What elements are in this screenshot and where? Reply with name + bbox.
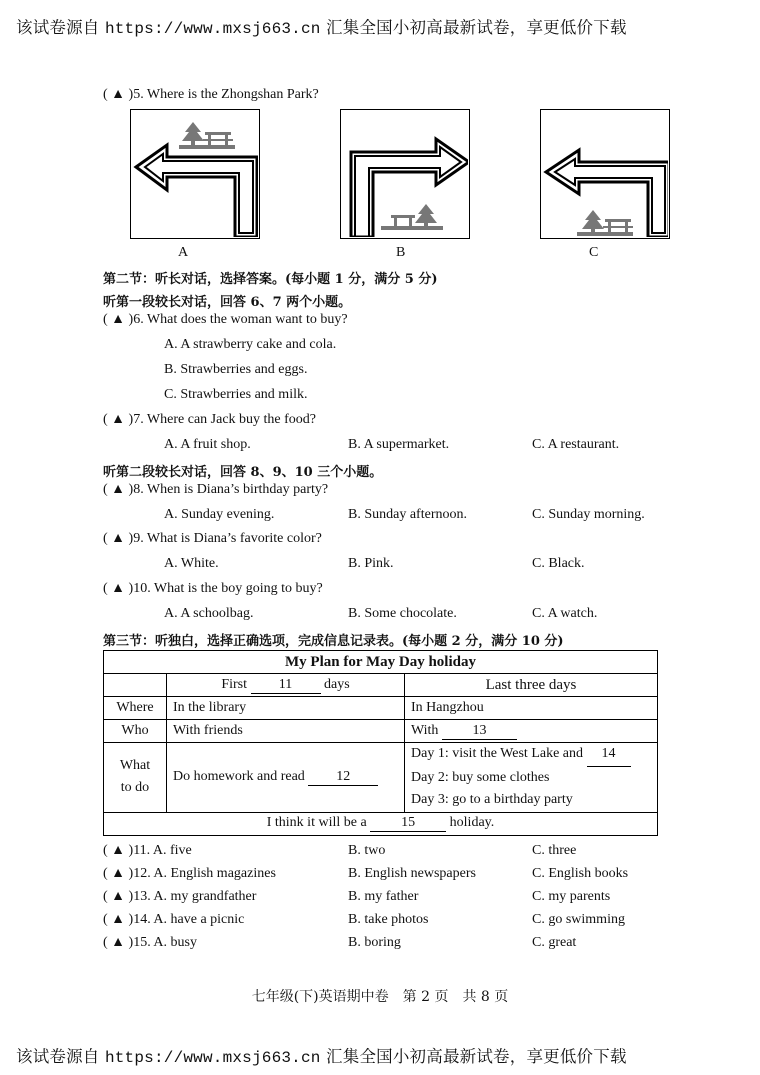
answer-slot: ( ▲ ) [103,482,134,497]
q8-option-b: B. Sunday afternoon. [348,507,467,522]
blank-11[interactable]: 11 [251,677,321,694]
homework-text: Do homework and read [173,768,305,784]
turn-left-arrow-icon [546,150,668,237]
q8-option-a: A. Sunday evening. [164,507,275,522]
table-row [104,674,658,697]
blank-12[interactable]: 12 [308,769,378,786]
with-label: With [411,722,439,738]
watermark-url[interactable]: https://www.mxsj663.cn [104,20,321,38]
question-text: 8. When is Diana’s birthday party? [133,482,329,497]
watermark-label: 该试卷源自 [16,18,100,37]
where-label: Where [104,697,167,720]
last-three-days-header: Last three days [405,674,658,697]
question-8 [103,482,328,498]
q11-option-a: 11. A. five [133,843,192,858]
day-3: Day 3: go to a birthday party [411,792,573,807]
question-13 [103,889,256,905]
picture-label-c: C [589,245,599,260]
plan-title: My Plan for May Day holiday [104,651,658,674]
q10-option-a: A. A schoolbag. [164,606,254,621]
section-2-title: 第二节：听长对话，选择答案。(每小题 1 分，满分 5 分) [103,272,438,287]
answer-slot: ( ▲ ) [103,581,134,596]
what-label: What [119,758,151,774]
direction-picture-c [540,109,670,239]
park-icon [381,204,443,230]
q13-option-c: C. my parents [532,889,611,904]
to-do-label: to do [120,780,150,796]
q12-option-a: 12. A. English magazines [133,866,276,881]
blank-15[interactable]: 15 [370,815,446,832]
who-first: With friends [167,720,405,743]
q14-option-a: 14. A. have a picnic [133,912,245,927]
think-text: I think it will be a [266,815,367,830]
holiday-text: holiday. [449,815,495,830]
days-label: days [324,676,350,692]
think-row [104,812,658,835]
park-icon [179,122,235,149]
who-last [405,720,658,743]
picture-label-a: A [178,245,189,260]
answer-slot: ( ▲ ) [103,531,134,546]
q9-option-b: B. Pink. [348,556,394,571]
table-row [104,812,658,835]
first-label: First [221,676,247,692]
watermark-url[interactable]: https://www.mxsj663.cn [104,1049,321,1067]
q12-option-c: C. English books [532,866,629,881]
q10-option-c: C. A watch. [532,606,598,621]
q9-option-a: A. White. [164,556,219,571]
q6-option-c: C. Strawberries and milk. [164,387,308,402]
q6-option-b: B. Strawberries and eggs. [164,362,308,377]
who-label: Who [104,720,167,743]
dialog-2-instruction: 听第二段较长对话，回答 8、9、10 三个小题。 [103,465,383,480]
question-11 [103,843,192,859]
header-watermark [16,14,627,38]
table-row [104,697,658,720]
q8-option-c: C. Sunday morning. [532,507,645,522]
what-first [167,743,405,813]
plan-table [103,650,658,836]
direction-picture-a [130,109,260,239]
what-last [405,743,658,813]
q15-option-a: 15. A. busy [133,935,197,950]
dialog-1-instruction: 听第一段较长对话，回答 6、7 两个小题。 [103,295,352,310]
first-days-header [167,674,405,697]
where-first: In the library [167,697,405,720]
question-12 [103,866,276,882]
question-text: 7. Where can Jack buy the food? [133,412,317,427]
q7-option-c: C. A restaurant. [532,437,620,452]
answer-slot: ( ▲ ) [103,843,134,858]
blank-14[interactable]: 14 [587,743,631,767]
question-text: 10. What is the boy going to buy? [133,581,323,596]
question-6 [103,312,348,328]
watermark-tail: 汇集全国小初高最新试卷，享更低价下载 [326,1047,627,1066]
question-5 [103,87,319,103]
question-14 [103,912,244,928]
direction-picture-b [340,109,470,239]
what-to-do-label [104,743,167,813]
where-last: In Hangzhou [405,697,658,720]
question-text: 9. What is Diana’s favorite color? [133,531,322,546]
question-15 [103,935,197,951]
q11-option-b: B. two [348,843,386,858]
question-7 [103,412,316,428]
question-text: 6. What does the woman want to buy? [133,312,348,327]
watermark-label: 该试卷源自 [16,1047,100,1066]
watermark-tail: 汇集全国小初高最新试卷，享更低价下载 [326,18,627,37]
answer-slot: ( ▲ ) [103,935,134,950]
q14-option-b: B. take photos [348,912,429,927]
answer-slot: ( ▲ ) [103,412,134,427]
question-10 [103,581,323,597]
table-row [104,720,658,743]
q10-option-b: B. Some chocolate. [348,606,457,621]
answer-slot: ( ▲ ) [103,866,134,881]
day-2: Day 2: buy some clothes [411,769,550,785]
blank-13[interactable]: 13 [442,723,517,740]
table-row [104,743,658,813]
q7-option-b: B. A supermarket. [348,437,450,452]
empty-cell [104,674,167,697]
page-footer: 七年级(下)英语期中卷 第 2 页 共 8 页 [251,989,509,1005]
day-1-text: Day 1: visit the West Lake and [411,746,584,761]
q11-option-c: C. three [532,843,577,858]
table-row [104,651,658,674]
picture-label-b: B [396,245,406,260]
footer-watermark [16,1043,627,1067]
q6-option-a: A. A strawberry cake and cola. [164,337,337,352]
answer-slot: ( ▲ ) [103,312,134,327]
question-text: 5. Where is the Zhongshan Park? [133,87,319,102]
answer-slot: ( ▲ ) [103,87,134,102]
question-9 [103,531,322,547]
q13-option-a: 13. A. my grandfather [133,889,257,904]
answer-slot: ( ▲ ) [103,912,134,927]
q14-option-c: C. go swimming [532,912,625,927]
park-icon [577,210,633,236]
q13-option-b: B. my father [348,889,419,904]
day-1 [411,743,651,767]
q15-option-b: B. boring [348,935,401,950]
answer-slot: ( ▲ ) [103,889,134,904]
section-3-title: 第三节：听独白，选择正确选项，完成信息记录表。(每小题 2 分，满分 10 分) [103,634,564,649]
q9-option-c: C. Black. [532,556,585,571]
q15-option-c: C. great [532,935,577,950]
q12-option-b: B. English newspapers [348,866,476,881]
q7-option-a: A. A fruit shop. [164,437,251,452]
